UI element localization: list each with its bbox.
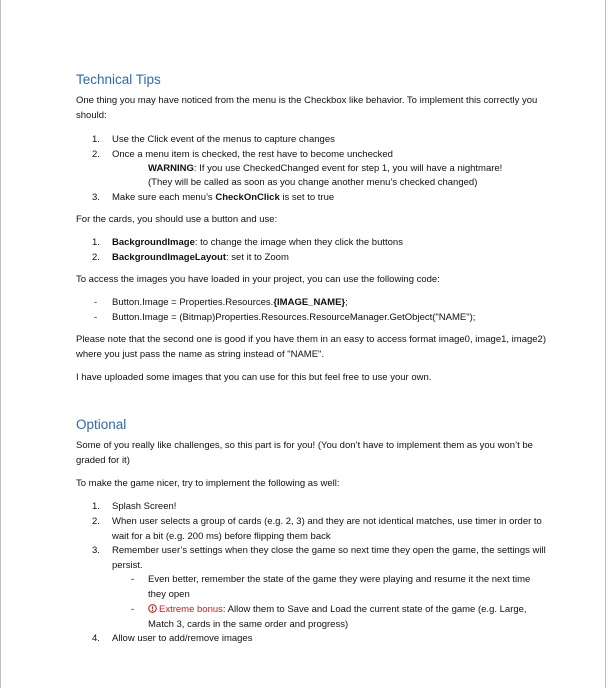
step-3-number: 3. (92, 192, 100, 203)
image-name-placeholder: {IMAGE_NAME} (273, 297, 346, 308)
optional-item-3-text: Remember user’s settings when they close the game so next time they open the game, the settings will persist. (112, 545, 546, 571)
checkonclick-keyword: CheckOnClick (215, 192, 280, 203)
cards-intro: For the cards, you should use a button and use: (76, 214, 278, 225)
warning-text-2: (They will be called as soon as you change another menu’s checked changed) (148, 177, 478, 188)
optional-item-1-text: Splash Screen! (112, 501, 177, 512)
optional-item-2-number: 2. (92, 516, 100, 527)
warning-text: : If you use CheckedChanged event for step 1, you will have a nightmare! (193, 163, 503, 174)
step-3-suffix: is set to true (279, 192, 335, 203)
cards-item-2-number: 2. (92, 252, 100, 263)
optional-intro: Some of you really like challenges, so this part is for you! (You don’t have to implement them as you won’t be graded for it) (76, 440, 533, 466)
images-intro: To access the images you have loaded in your project, you can use the following code: (76, 274, 440, 285)
step-1-text: Use the Click event of the menus to capture changes (112, 134, 335, 145)
backgroundimage-keyword: BackgroundImage (112, 237, 195, 248)
code-2-text: Button.Image = (Bitmap)Properties.Resources.ResourceManager.GetObject("NAME"); (112, 312, 476, 323)
code-1-suffix: ; (345, 297, 348, 308)
uploaded-images-paragraph: I have uploaded some images that you can use for this but feel free to use your own. (76, 372, 432, 383)
optional-item-4-number: 4. (92, 633, 100, 644)
sub-2-dash: - (131, 604, 135, 615)
step-2-text: Once a menu item is checked, the rest have to become unchecked (112, 149, 393, 160)
technical-tips-intro: One thing you may have noticed from the menu is the Checkbox like behavior. To implement this correctly you should: (76, 95, 538, 121)
extreme-bonus-text: : Allow them to Save and Load the current state of the game (e.g. Large, Match 3, cards in the same order and progress) (148, 604, 527, 630)
backgroundimagelayout-keyword: BackgroundImageLayout (112, 252, 227, 263)
optional-item-1-number: 1. (92, 501, 100, 512)
step-2-number: 2. (92, 149, 100, 160)
step-3-prefix: Make sure each menu’s (112, 192, 216, 203)
note-paragraph: Please note that the second one is good if you have them in an easy to access format image0, image1, image2) where you just pass the name as string instead of "NAME". (76, 334, 546, 360)
cards-item-2-text: : set it to Zoom (226, 252, 289, 263)
sub-1-dash: - (131, 574, 135, 585)
extreme-bonus-label: Extreme bonus (159, 604, 223, 615)
alert-icon (148, 604, 157, 613)
warning-label: WARNING (148, 163, 194, 174)
optional-heading: Optional (76, 417, 127, 432)
optional-item-3-number: 3. (92, 545, 100, 556)
make-nicer-paragraph: To make the game nicer, try to implement the following as well: (76, 478, 340, 489)
sub-item-resume-text: Even better, remember the state of the game they were playing and resume it the next time they open (148, 574, 531, 600)
cards-item-1-number: 1. (92, 237, 100, 248)
optional-item-4-text: Allow user to add/remove images (112, 633, 253, 644)
cards-item-1-text: : to change the image when they click the buttons (194, 237, 403, 248)
code-1-dash: - (94, 297, 98, 308)
step-1-number: 1. (92, 134, 100, 145)
technical-tips-heading: Technical Tips (76, 72, 161, 87)
optional-item-2-text: When user selects a group of cards (e.g. 2, 3) and they are not identical matches, use timer in order to wait for a bit (e.g. 200 ms) before flipping them back (112, 516, 542, 542)
code-1-prefix: Button.Image = Properties.Resources. (112, 297, 274, 308)
code-2-dash: - (94, 312, 98, 323)
